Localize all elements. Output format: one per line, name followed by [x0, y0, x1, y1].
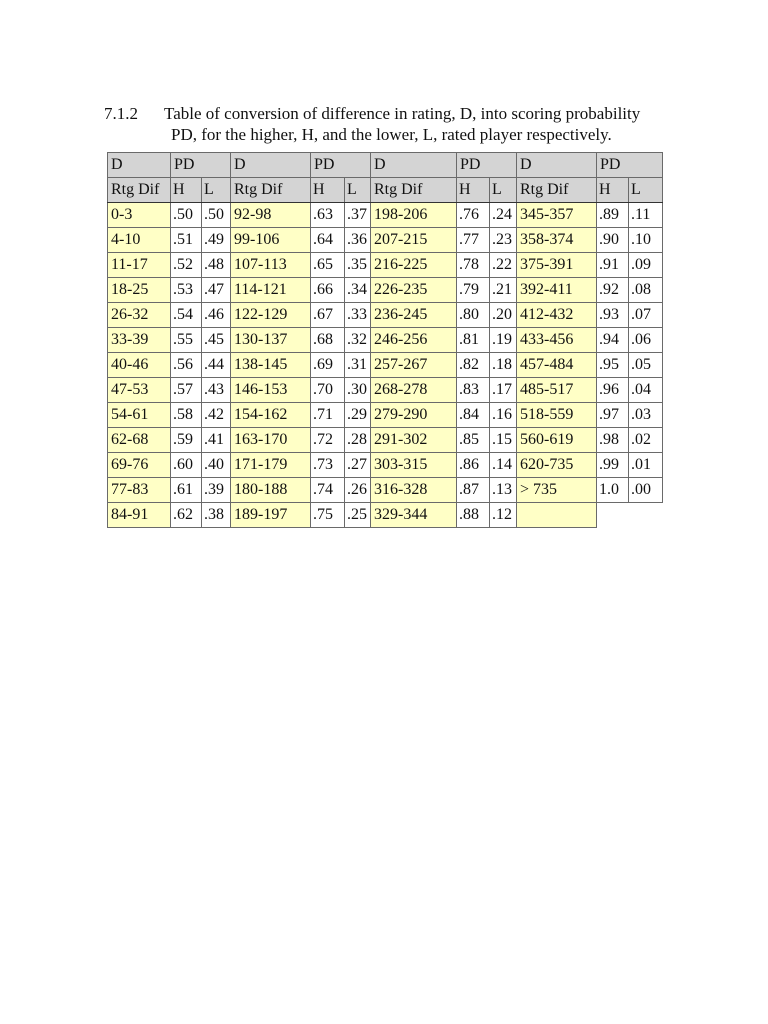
- cell-prob-lower: .42: [202, 403, 231, 428]
- cell-prob-higher: .51: [171, 228, 202, 253]
- cell-rating-difference: 138-145: [231, 353, 311, 378]
- cell-prob-lower: .11: [629, 203, 663, 228]
- cell-rating-difference: 518-559: [517, 403, 597, 428]
- cell-prob-lower: .28: [345, 428, 371, 453]
- cell-prob-lower: .22: [490, 253, 517, 278]
- table-row: [108, 453, 663, 478]
- section-number: 7.1.2: [104, 104, 138, 123]
- cell-prob-lower: .49: [202, 228, 231, 253]
- cell-rating-difference: 412-432: [517, 303, 597, 328]
- cell-prob-higher: .94: [597, 328, 629, 353]
- cell-rating-difference: 180-188: [231, 478, 311, 503]
- cell-prob-higher: .68: [311, 328, 345, 353]
- cell-rating-difference: 54-61: [108, 403, 171, 428]
- cell-prob-lower: .40: [202, 453, 231, 478]
- cell-prob-higher: .56: [171, 353, 202, 378]
- cell-prob-lower: .43: [202, 378, 231, 403]
- cell-prob-lower: .25: [345, 503, 371, 528]
- cell-prob-lower: .48: [202, 253, 231, 278]
- cell-prob-lower: .31: [345, 353, 371, 378]
- cell-prob-higher: .58: [171, 403, 202, 428]
- table-row: [108, 428, 663, 453]
- cell-rating-difference: 189-197: [231, 503, 311, 528]
- cell-prob-higher: .91: [597, 253, 629, 278]
- header-h: H: [457, 178, 490, 203]
- cell-rating-difference: 329-344: [371, 503, 457, 528]
- cell-rating-difference: 216-225: [371, 253, 457, 278]
- cell-prob-higher: .96: [597, 378, 629, 403]
- cell-prob-higher: .84: [457, 403, 490, 428]
- cell-rating-difference: 130-137: [231, 328, 311, 353]
- cell-rating-difference: 107-113: [231, 253, 311, 278]
- cell-prob-higher: .67: [311, 303, 345, 328]
- cell-prob-higher: .61: [171, 478, 202, 503]
- cell-prob-higher: .63: [311, 203, 345, 228]
- cell-prob-higher: .52: [171, 253, 202, 278]
- cell-prob-lower: .37: [345, 203, 371, 228]
- cell-prob-lower: .50: [202, 203, 231, 228]
- cell-prob-higher: [597, 503, 629, 528]
- table-group-header: [108, 153, 663, 178]
- cell-prob-higher: .79: [457, 278, 490, 303]
- cell-prob-lower: .46: [202, 303, 231, 328]
- table-row: [108, 203, 663, 228]
- cell-rating-difference: 0-3: [108, 203, 171, 228]
- cell-prob-higher: .65: [311, 253, 345, 278]
- cell-prob-higher: .74: [311, 478, 345, 503]
- heading-line-1: Table of conversion of difference in rating, D, into scoring probability: [164, 104, 641, 123]
- table-row: [108, 503, 663, 528]
- cell-rating-difference: 358-374: [517, 228, 597, 253]
- cell-rating-difference: 257-267: [371, 353, 457, 378]
- cell-rating-difference: 620-735: [517, 453, 597, 478]
- cell-prob-lower: .19: [490, 328, 517, 353]
- cell-prob-higher: .71: [311, 403, 345, 428]
- cell-prob-lower: .15: [490, 428, 517, 453]
- cell-prob-lower: .04: [629, 378, 663, 403]
- cell-rating-difference: 316-328: [371, 478, 457, 503]
- table-row: [108, 328, 663, 353]
- cell-prob-higher: .54: [171, 303, 202, 328]
- cell-prob-higher: .62: [171, 503, 202, 528]
- cell-prob-lower: .32: [345, 328, 371, 353]
- cell-rating-difference: 26-32: [108, 303, 171, 328]
- cell-prob-higher: .60: [171, 453, 202, 478]
- header-l: L: [629, 178, 663, 203]
- cell-rating-difference: 47-53: [108, 378, 171, 403]
- table-row: [108, 253, 663, 278]
- cell-prob-lower: .00: [629, 478, 663, 503]
- cell-prob-higher: .69: [311, 353, 345, 378]
- header-d: D: [371, 153, 457, 178]
- cell-prob-lower: .34: [345, 278, 371, 303]
- cell-prob-lower: .18: [490, 353, 517, 378]
- cell-prob-lower: [629, 503, 663, 528]
- cell-rating-difference: 226-235: [371, 278, 457, 303]
- cell-prob-higher: 1.0: [597, 478, 629, 503]
- table-row: [108, 353, 663, 378]
- cell-rating-difference: 375-391: [517, 253, 597, 278]
- header-pd: PD: [171, 153, 231, 178]
- cell-prob-higher: .76: [457, 203, 490, 228]
- cell-rating-difference: 291-302: [371, 428, 457, 453]
- table-row: [108, 228, 663, 253]
- table-row: [108, 378, 663, 403]
- cell-prob-higher: .86: [457, 453, 490, 478]
- conversion-table: [107, 152, 663, 528]
- cell-rating-difference: 77-83: [108, 478, 171, 503]
- cell-prob-lower: .02: [629, 428, 663, 453]
- header-l: L: [345, 178, 371, 203]
- cell-prob-higher: .66: [311, 278, 345, 303]
- cell-prob-higher: .50: [171, 203, 202, 228]
- header-pd: PD: [597, 153, 663, 178]
- cell-prob-higher: .75: [311, 503, 345, 528]
- cell-prob-lower: .17: [490, 378, 517, 403]
- header-l: L: [490, 178, 517, 203]
- cell-prob-lower: .29: [345, 403, 371, 428]
- header-h: H: [171, 178, 202, 203]
- cell-rating-difference: 18-25: [108, 278, 171, 303]
- cell-rating-difference: 560-619: [517, 428, 597, 453]
- cell-prob-higher: .97: [597, 403, 629, 428]
- cell-rating-difference: 40-46: [108, 353, 171, 378]
- header-d: D: [108, 153, 171, 178]
- cell-rating-difference: 303-315: [371, 453, 457, 478]
- cell-rating-difference: 4-10: [108, 228, 171, 253]
- cell-prob-higher: .57: [171, 378, 202, 403]
- cell-prob-lower: .10: [629, 228, 663, 253]
- cell-prob-lower: .27: [345, 453, 371, 478]
- cell-prob-lower: .35: [345, 253, 371, 278]
- header-d: D: [231, 153, 311, 178]
- cell-rating-difference: 114-121: [231, 278, 311, 303]
- cell-prob-lower: .06: [629, 328, 663, 353]
- cell-prob-higher: .93: [597, 303, 629, 328]
- header-l: L: [202, 178, 231, 203]
- cell-prob-lower: .20: [490, 303, 517, 328]
- cell-prob-higher: .80: [457, 303, 490, 328]
- cell-prob-higher: .55: [171, 328, 202, 353]
- cell-rating-difference: 279-290: [371, 403, 457, 428]
- cell-rating-difference: 69-76: [108, 453, 171, 478]
- cell-prob-lower: .41: [202, 428, 231, 453]
- cell-rating-difference: 392-411: [517, 278, 597, 303]
- cell-prob-lower: .38: [202, 503, 231, 528]
- cell-rating-difference: 207-215: [371, 228, 457, 253]
- cell-rating-difference: 433-456: [517, 328, 597, 353]
- cell-rating-difference: 11-17: [108, 253, 171, 278]
- header-rtg-dif: Rtg Dif: [231, 178, 311, 203]
- table-row: [108, 478, 663, 503]
- cell-prob-lower: .33: [345, 303, 371, 328]
- cell-prob-lower: .07: [629, 303, 663, 328]
- cell-rating-difference: 163-170: [231, 428, 311, 453]
- table-row: [108, 278, 663, 303]
- cell-prob-higher: .88: [457, 503, 490, 528]
- cell-prob-lower: .23: [490, 228, 517, 253]
- cell-rating-difference: [517, 503, 597, 528]
- cell-rating-difference: 198-206: [371, 203, 457, 228]
- header-rtg-dif: Rtg Dif: [371, 178, 457, 203]
- table-row: [108, 303, 663, 328]
- cell-rating-difference: 268-278: [371, 378, 457, 403]
- cell-prob-higher: .53: [171, 278, 202, 303]
- cell-rating-difference: 146-153: [231, 378, 311, 403]
- cell-rating-difference: > 735: [517, 478, 597, 503]
- header-pd: PD: [457, 153, 517, 178]
- cell-rating-difference: 122-129: [231, 303, 311, 328]
- table-sub-header: [108, 178, 663, 203]
- cell-rating-difference: 84-91: [108, 503, 171, 528]
- cell-prob-lower: .05: [629, 353, 663, 378]
- cell-prob-lower: .45: [202, 328, 231, 353]
- cell-prob-higher: .98: [597, 428, 629, 453]
- cell-rating-difference: 236-245: [371, 303, 457, 328]
- cell-prob-higher: .77: [457, 228, 490, 253]
- cell-prob-lower: .01: [629, 453, 663, 478]
- cell-prob-higher: .83: [457, 378, 490, 403]
- cell-prob-higher: .72: [311, 428, 345, 453]
- cell-prob-lower: .14: [490, 453, 517, 478]
- cell-prob-lower: .03: [629, 403, 663, 428]
- heading-line-2: PD, for the higher, H, and the lower, L, rated player respectively.: [171, 125, 612, 144]
- cell-rating-difference: 99-106: [231, 228, 311, 253]
- cell-prob-lower: .39: [202, 478, 231, 503]
- cell-rating-difference: 154-162: [231, 403, 311, 428]
- header-rtg-dif: Rtg Dif: [108, 178, 171, 203]
- cell-prob-higher: .70: [311, 378, 345, 403]
- cell-prob-higher: .64: [311, 228, 345, 253]
- header-pd: PD: [311, 153, 371, 178]
- table-row: [108, 403, 663, 428]
- cell-prob-higher: .78: [457, 253, 490, 278]
- cell-prob-higher: .87: [457, 478, 490, 503]
- cell-rating-difference: 33-39: [108, 328, 171, 353]
- cell-prob-lower: .26: [345, 478, 371, 503]
- cell-prob-lower: .09: [629, 253, 663, 278]
- cell-rating-difference: 246-256: [371, 328, 457, 353]
- cell-prob-higher: .92: [597, 278, 629, 303]
- header-d: D: [517, 153, 597, 178]
- header-rtg-dif: Rtg Dif: [517, 178, 597, 203]
- cell-rating-difference: 345-357: [517, 203, 597, 228]
- cell-prob-higher: .81: [457, 328, 490, 353]
- cell-prob-lower: .30: [345, 378, 371, 403]
- cell-prob-higher: .59: [171, 428, 202, 453]
- cell-prob-higher: .99: [597, 453, 629, 478]
- cell-prob-higher: .82: [457, 353, 490, 378]
- cell-rating-difference: 62-68: [108, 428, 171, 453]
- header-h: H: [311, 178, 345, 203]
- cell-prob-lower: .24: [490, 203, 517, 228]
- cell-prob-lower: .47: [202, 278, 231, 303]
- cell-rating-difference: 171-179: [231, 453, 311, 478]
- cell-prob-lower: .44: [202, 353, 231, 378]
- header-h: H: [597, 178, 629, 203]
- cell-prob-lower: .21: [490, 278, 517, 303]
- cell-prob-higher: .73: [311, 453, 345, 478]
- cell-prob-higher: .90: [597, 228, 629, 253]
- cell-rating-difference: 92-98: [231, 203, 311, 228]
- cell-rating-difference: 485-517: [517, 378, 597, 403]
- cell-prob-lower: .16: [490, 403, 517, 428]
- cell-prob-higher: .89: [597, 203, 629, 228]
- cell-prob-lower: .36: [345, 228, 371, 253]
- cell-prob-lower: .12: [490, 503, 517, 528]
- cell-prob-lower: .13: [490, 478, 517, 503]
- cell-prob-lower: .08: [629, 278, 663, 303]
- cell-rating-difference: 457-484: [517, 353, 597, 378]
- cell-prob-higher: .95: [597, 353, 629, 378]
- cell-prob-higher: .85: [457, 428, 490, 453]
